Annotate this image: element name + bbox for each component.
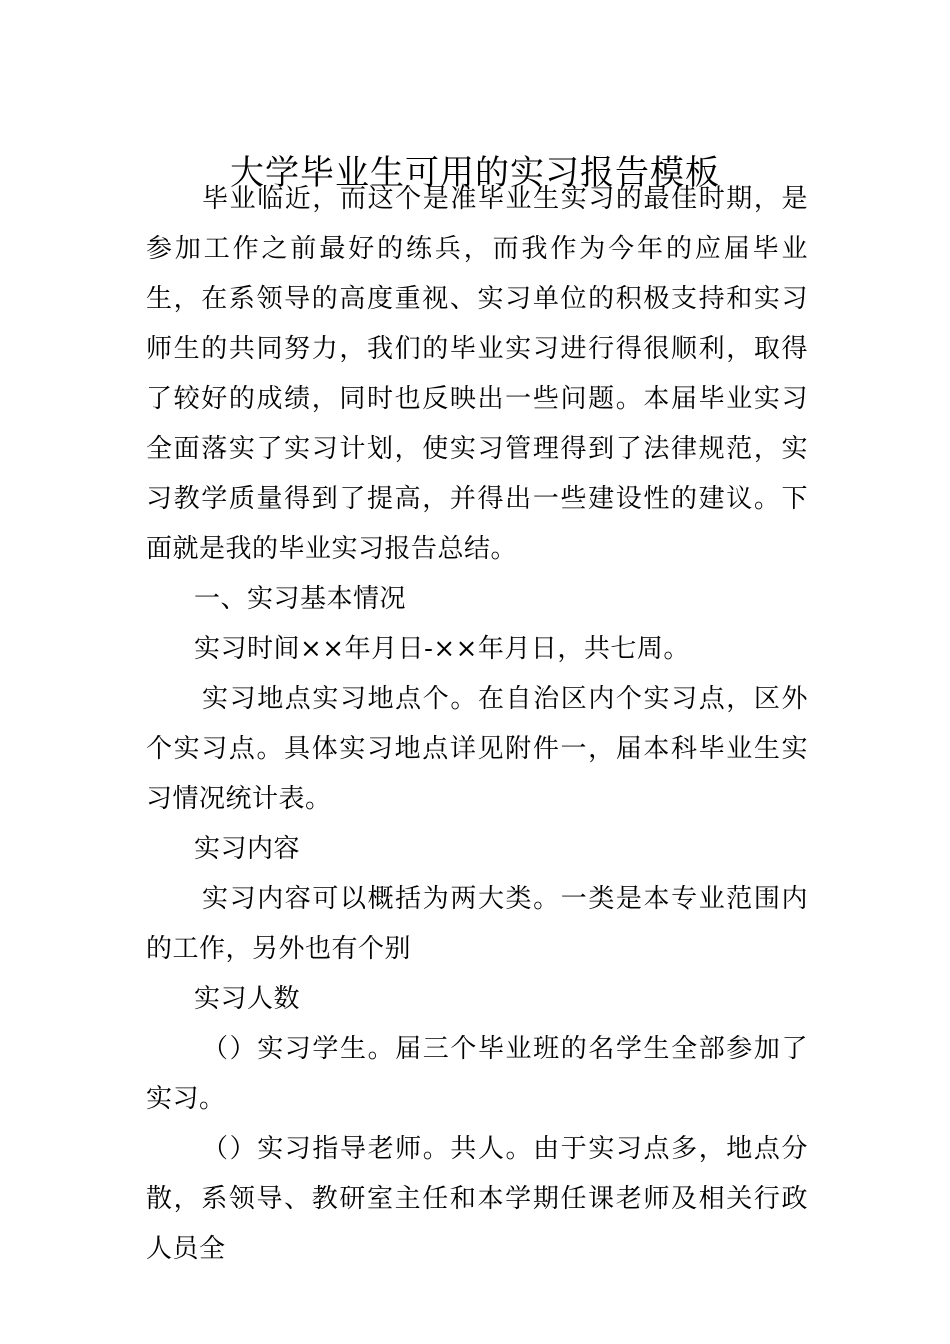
section-heading-basic-info: 一、实习基本情况: [194, 584, 407, 614]
document-body: [146, 174, 808, 1274]
paragraph-students: （）实习学生。届三个毕业班的名学生全部参加了实习。: [146, 1034, 808, 1114]
section-heading-headcount: 实习人数: [194, 984, 301, 1014]
paragraph-internship-location: 实习地点实习地点个。在自治区内个实习点，区外个实习点。具体实习地点详见附件一，届本科毕业生实习情况统计表。: [146, 684, 808, 814]
document-title: 大学毕业生可用的实习报告模板: [230, 152, 720, 193]
section-heading-content: 实习内容: [194, 834, 301, 864]
paragraph-internship-content: 实习内容可以概括为两大类。一类是本专业范围内的工作，另外也有个别: [146, 884, 808, 964]
paragraph-instructors: （）实习指导老师。共人。由于实习点多，地点分散，系领导、教研室主任和本学期任课老师及相关行政人员全: [146, 1134, 808, 1264]
paragraph-intro: 毕业临近，而这个是准毕业生实习的最佳时期，是参加工作之前最好的练兵，而我作为今年的应届毕业生，在系领导的高度重视、实习单位的积极支持和实习师生的共同努力，我们的毕业实习进行得很顺利，取得了较好的成绩，同时也反映出一些问题。本届毕业实习全面落实了实习计划，使实习管理得到了法律规范，实习教学质量得到了提高，并得出一些建设性的建议。下面就是我的毕业实习报告总结。: [146, 184, 808, 564]
paragraph-internship-time: 实习时间××年月日-××年月日，共七周。: [194, 634, 690, 664]
